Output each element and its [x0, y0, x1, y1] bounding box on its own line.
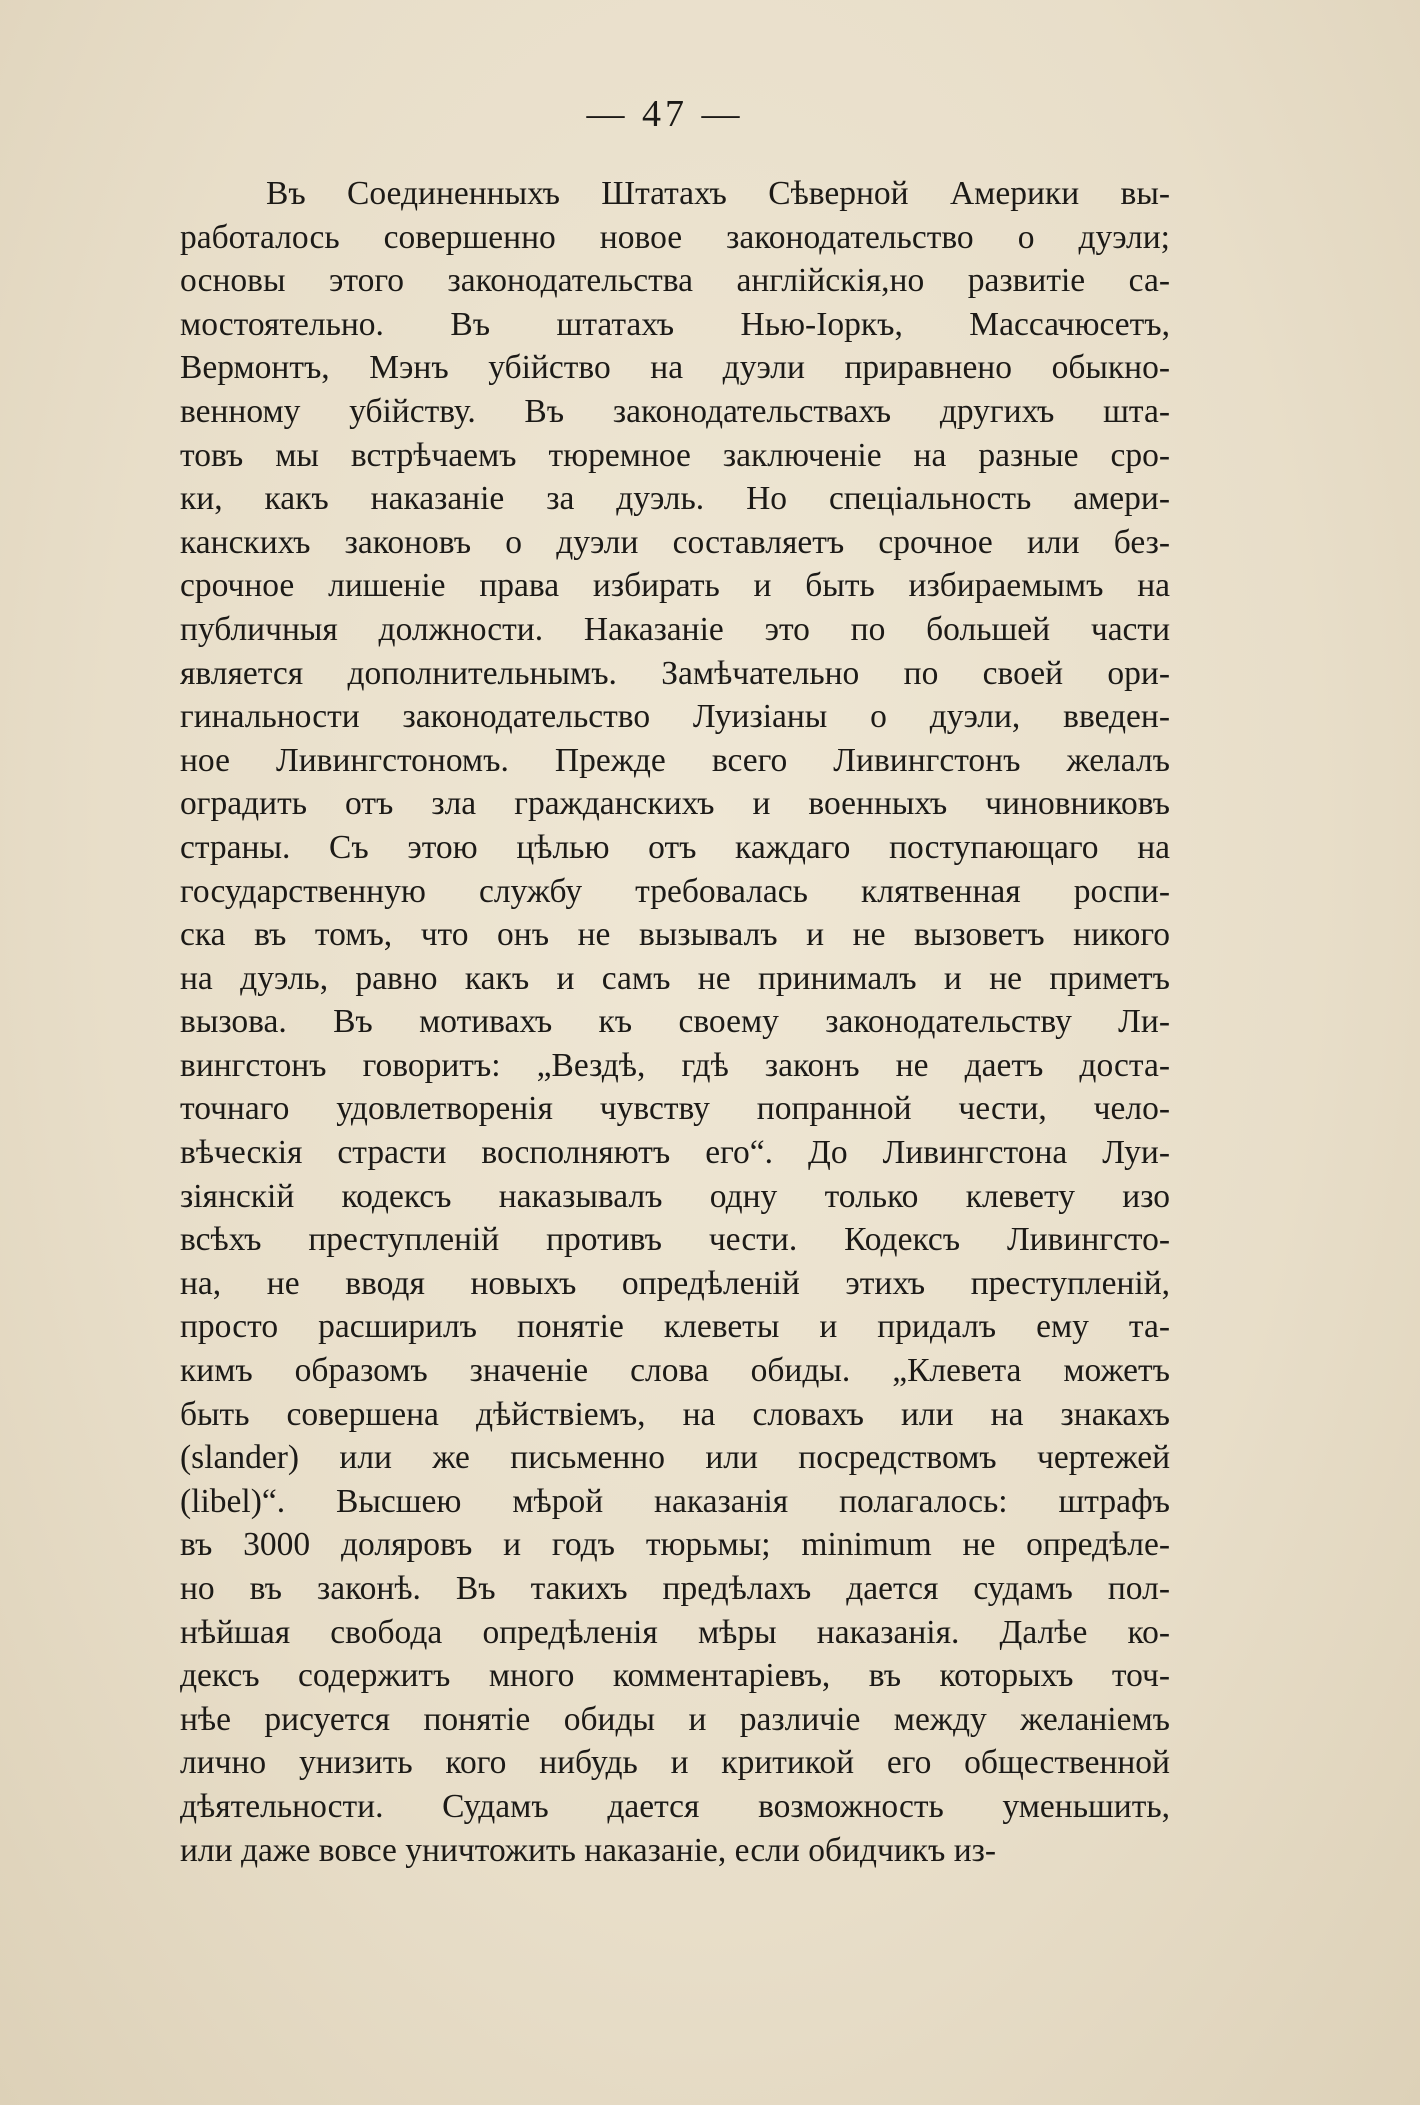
text-line: въ 3000 доляровъ и годъ тюрьмы; minimum не опредѣле- — [180, 1526, 1170, 1564]
text-line: работалось совершенно новое законодательство о дуэли; — [180, 218, 1170, 256]
text-line: ска въ томъ, что онъ не вызывалъ и не вызоветъ никого — [180, 916, 1170, 954]
text-line: зіянскій кодексъ наказывалъ одну только клевету изо — [180, 1177, 1170, 1215]
text-line: Вермонтъ, Мэнъ убійство на дуэли приравнено обыкно- — [180, 349, 1170, 387]
text-line: всѣхъ преступленій противъ чести. Кодексъ Ливингсто- — [180, 1221, 1170, 1259]
text-line: мостоятельно. Въ штатахъ Нью-Iоркъ, Массачюсетъ, — [180, 305, 1170, 343]
text-line: ки, какъ наказаніе за дуэль. Но спеціальность амери- — [180, 480, 1170, 518]
text-line: канскихъ законовъ о дуэли составляетъ срочное или без- — [180, 523, 1170, 561]
text-line: (slander) или же письменно или посредствомъ чертежей — [180, 1439, 1170, 1477]
text-line: публичныя должности. Наказаніе это по большей части — [180, 610, 1170, 648]
text-line: или даже вовсе уничтожить наказаніе, если обидчикъ из- — [180, 1831, 997, 1869]
text-line: страны. Съ этою цѣлью отъ каждаго поступающаго на — [180, 828, 1170, 866]
text-line: венному убійству. Въ законодательствахъ другихъ шта- — [180, 392, 1170, 430]
text-line: государственную службу требовалась клятвенная роспи- — [180, 872, 1170, 910]
text-line: товъ мы встрѣчаемъ тюремное заключеніе на разные сро- — [180, 436, 1170, 474]
page-number: — 47 — — [586, 93, 744, 135]
text-line: срочное лишеніе права избирать и быть избираемымъ на — [180, 567, 1170, 605]
text-line: вингстонъ говоритъ: „Вездѣ, гдѣ законъ не даетъ доста- — [180, 1046, 1170, 1084]
text-line: Въ Соединенныхъ Штатахъ Сѣверной Америки вы- — [266, 175, 1170, 212]
text-line: точнаго удовлетворенія чувству попранной чести, чело- — [180, 1090, 1170, 1128]
text-line: вѣческія страсти восполняютъ его“. До Ливингстона Луи- — [180, 1134, 1170, 1172]
text-line: но въ законѣ. Въ такихъ предѣлахъ дается судамъ пол- — [180, 1570, 1170, 1607]
text-line: нѣе рисуется понятіе обиды и различіе между желаніемъ — [180, 1700, 1170, 1738]
text-line: оградить отъ зла гражданскихъ и военныхъ чиновниковъ — [180, 785, 1170, 823]
text-line: ное Ливингстономъ. Прежде всего Ливингстонъ желалъ — [180, 741, 1170, 779]
text-line: на, не вводя новыхъ опредѣленій этихъ преступленій, — [180, 1264, 1170, 1302]
text-line: (libel)“. Высшею мѣрой наказанія полагалось: штрафъ — [180, 1482, 1170, 1520]
text-line: гинальности законодательство Луизіаны о дуэли, введен- — [180, 698, 1170, 736]
text-line: просто расширилъ понятіе клеветы и придалъ ему та- — [180, 1308, 1170, 1346]
body-text — [180, 172, 1170, 1872]
text-line: на дуэль, равно какъ и самъ не принималъ и не приметъ — [180, 959, 1170, 997]
text-line: вызова. Въ мотивахъ къ своему законодательству Ли- — [180, 1003, 1170, 1041]
text-line: дѣятельности. Судамъ дается возможность уменьшить, — [180, 1787, 1170, 1825]
text-line: кимъ образомъ значеніе слова обиды. „Клевета можетъ — [180, 1352, 1170, 1390]
text-line: дексъ содержитъ много комментаріевъ, въ которыхъ точ- — [180, 1657, 1170, 1695]
text-line: является дополнительнымъ. Замѣчательно по своей ори- — [180, 654, 1170, 692]
text-line: быть совершена дѣйствіемъ, на словахъ или на знакахъ — [180, 1395, 1170, 1433]
text-line: нѣйшая свобода опредѣленія мѣры наказанія. Далѣе ко- — [180, 1613, 1170, 1651]
text-line: лично унизить кого нибудь и критикой его общественной — [180, 1744, 1170, 1782]
text-line: основы этого законодательства англійскія,но развитіе са- — [180, 262, 1170, 300]
